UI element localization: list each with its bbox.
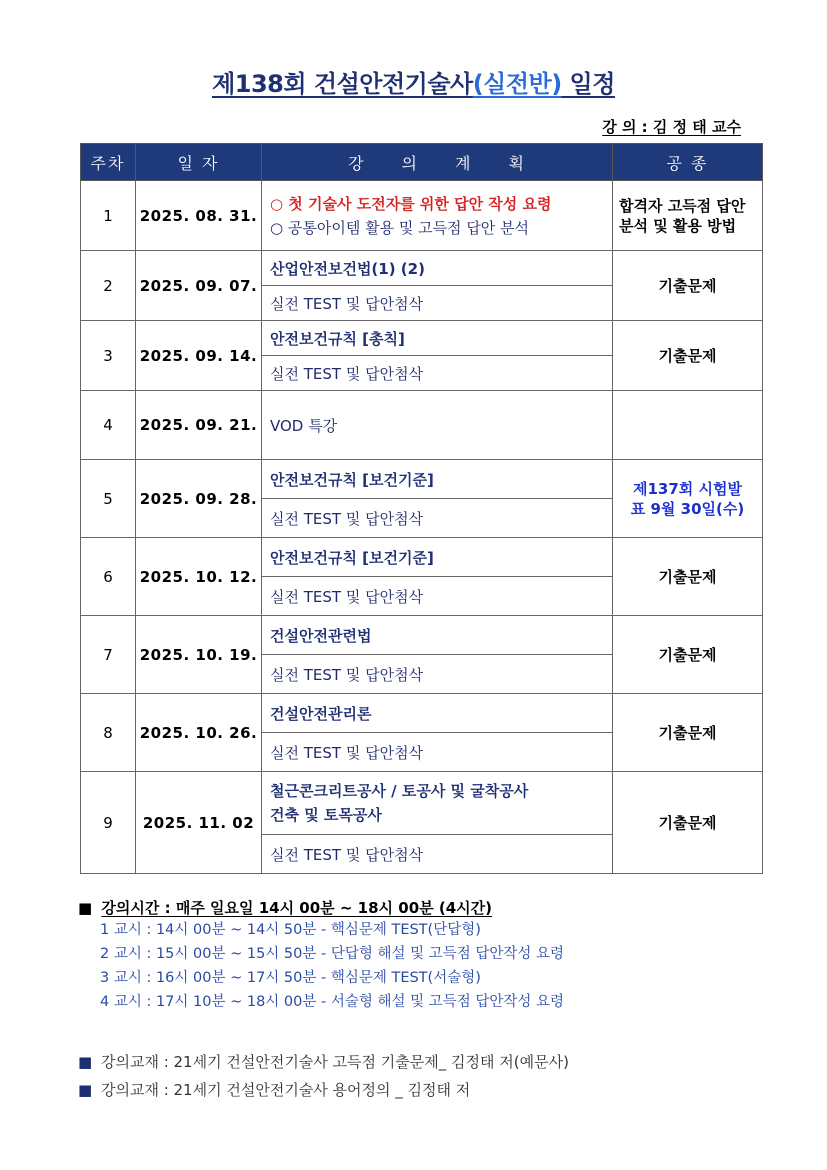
date-cell: 2025. 11. 02 bbox=[136, 772, 262, 874]
plan-line: 철근콘크리트공사 / 토공사 및 굴착공사 bbox=[270, 782, 529, 800]
instructor-label: 강 의 : 김 정 태 교수 bbox=[602, 118, 741, 136]
week-cell: 6 bbox=[81, 538, 136, 616]
category-cell bbox=[613, 181, 763, 251]
category-cell: 기출문제 bbox=[613, 694, 763, 772]
square-bullet-icon: ■ bbox=[78, 1081, 93, 1099]
title-prefix: 제138회 건설안전기술사 bbox=[212, 70, 473, 98]
plan-line: 건축 및 토목공사 bbox=[270, 806, 382, 824]
date-cell: 2025. 10. 26. bbox=[136, 694, 262, 772]
textbook-line bbox=[78, 1076, 569, 1104]
plan-cell bbox=[262, 772, 613, 835]
square-bullet-icon: ■ bbox=[78, 899, 93, 917]
header-plan: 강 의 계 획 bbox=[262, 144, 613, 181]
date-cell: 2025. 08. 31. bbox=[136, 181, 262, 251]
title-accent: (실전반) bbox=[472, 70, 562, 98]
plan-cell bbox=[262, 181, 613, 251]
table-row bbox=[81, 321, 763, 356]
page-title bbox=[0, 64, 827, 99]
header-date: 일 자 bbox=[136, 144, 262, 181]
plan-cell: 실전 TEST 및 답안첨삭 bbox=[262, 577, 613, 616]
header-week: 주차 bbox=[81, 144, 136, 181]
table-header-row bbox=[81, 144, 763, 181]
plan-line: ○ 첫 기술사 도전자를 위한 답안 작성 요령 bbox=[270, 194, 552, 213]
lecture-time-section bbox=[78, 897, 564, 1014]
category-cell: 기출문제 bbox=[613, 538, 763, 616]
week-cell: 9 bbox=[81, 772, 136, 874]
plan-line: ○ 공통아이템 활용 및 고득점 답안 분석 bbox=[270, 218, 530, 237]
date-cell: 2025. 10. 12. bbox=[136, 538, 262, 616]
plan-cell: 실전 TEST 및 답안첨삭 bbox=[262, 356, 613, 391]
table-row bbox=[81, 251, 763, 286]
textbook-text: 강의교재 : 21세기 건설안전기술사 고득점 기출문제_ 김정태 저(예문사) bbox=[100, 1053, 569, 1071]
period-line: 2 교시 : 15시 00분 ~ 15시 50분 - 단답형 해설 및 고득점 답안작성 요령 bbox=[100, 946, 564, 962]
category-cell: 기출문제 bbox=[613, 321, 763, 391]
category-cell bbox=[613, 391, 763, 460]
table-row bbox=[81, 538, 763, 577]
plan-cell: 실전 TEST 및 답안첨삭 bbox=[262, 286, 613, 321]
plan-cell: 실전 TEST 및 답안첨삭 bbox=[262, 733, 613, 772]
plan-cell: 실전 TEST 및 답안첨삭 bbox=[262, 499, 613, 538]
date-cell: 2025. 09. 21. bbox=[136, 391, 262, 460]
category-text: 합격자 고득점 답안 분석 및 활용 방법 bbox=[619, 196, 746, 235]
date-cell: 2025. 09. 28. bbox=[136, 460, 262, 538]
week-cell: 2 bbox=[81, 251, 136, 321]
lecture-time-heading bbox=[78, 897, 564, 918]
week-cell: 4 bbox=[81, 391, 136, 460]
date-cell: 2025. 09. 14. bbox=[136, 321, 262, 391]
plan-cell: 안전보건규칙 [총칙] bbox=[262, 321, 613, 356]
period-line: 4 교시 : 17시 10분 ~ 18시 00분 - 서술형 해설 및 고득점 답안작성 요령 bbox=[100, 994, 564, 1010]
table-row bbox=[81, 181, 763, 251]
table-row bbox=[81, 460, 763, 499]
week-cell: 1 bbox=[81, 181, 136, 251]
date-cell: 2025. 09. 07. bbox=[136, 251, 262, 321]
period-line: 1 교시 : 14시 00분 ~ 14시 50분 - 핵심문제 TEST(단답형) bbox=[100, 922, 481, 938]
plan-cell: 안전보건규칙 [보건기준] bbox=[262, 460, 613, 499]
plan-cell: 건설안전관리론 bbox=[262, 694, 613, 733]
week-cell: 8 bbox=[81, 694, 136, 772]
table-row bbox=[81, 616, 763, 655]
category-cell: 기출문제 bbox=[613, 772, 763, 874]
lecture-time-text: 강의시간 : 매주 일요일 14시 00분 ~ 18시 00분 (4시간) bbox=[101, 899, 492, 917]
header-category: 공 종 bbox=[613, 144, 763, 181]
table-row bbox=[81, 391, 763, 460]
category-cell: 제137회 시험발표 9월 30일(수) bbox=[613, 460, 763, 538]
plan-cell: 실전 TEST 및 답안첨삭 bbox=[262, 835, 613, 874]
week-cell: 7 bbox=[81, 616, 136, 694]
table-row bbox=[81, 772, 763, 835]
table-row bbox=[81, 694, 763, 733]
textbook-line bbox=[78, 1048, 569, 1076]
plan-cell: 실전 TEST 및 답안첨삭 bbox=[262, 655, 613, 694]
plan-cell: 건설안전관련법 bbox=[262, 616, 613, 655]
category-cell: 기출문제 bbox=[613, 251, 763, 321]
plan-cell: 산업안전보건법(1) (2) bbox=[262, 251, 613, 286]
plan-cell: 안전보건규칙 [보건기준] bbox=[262, 538, 613, 577]
date-cell: 2025. 10. 19. bbox=[136, 616, 262, 694]
week-cell: 5 bbox=[81, 460, 136, 538]
category-cell: 기출문제 bbox=[613, 616, 763, 694]
plan-cell: VOD 특강 bbox=[262, 391, 613, 460]
schedule-table bbox=[80, 143, 763, 874]
square-bullet-icon: ■ bbox=[78, 1053, 93, 1071]
textbook-section bbox=[78, 1048, 569, 1104]
title-suffix: 일정 bbox=[561, 70, 615, 98]
period-line: 3 교시 : 16시 00분 ~ 17시 50분 - 핵심문제 TEST(서술형) bbox=[100, 970, 481, 986]
textbook-text: 강의교재 : 21세기 건설안전기술사 용어정의 _ 김정태 저 bbox=[100, 1081, 471, 1099]
week-cell: 3 bbox=[81, 321, 136, 391]
